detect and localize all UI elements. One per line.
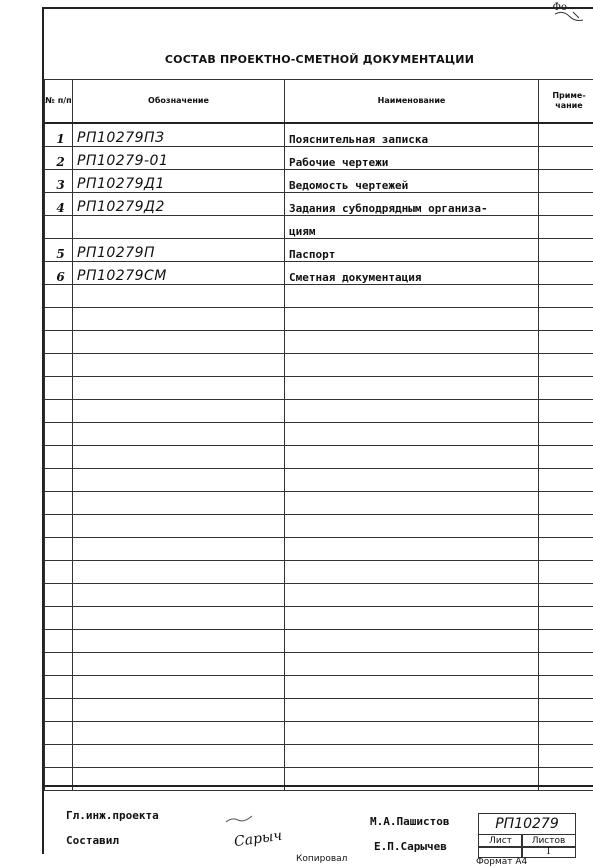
empty-table-row xyxy=(45,515,593,538)
empty-table-row xyxy=(45,561,593,584)
row-name xyxy=(285,699,539,722)
row-designation: РП10279СМ xyxy=(73,262,285,285)
format-label: Формат А4 xyxy=(476,857,528,867)
compiled-name: Е.П.Сарычев xyxy=(374,840,447,853)
row-designation xyxy=(73,400,285,423)
row-number: 1 xyxy=(45,123,73,147)
empty-table-row xyxy=(45,354,593,377)
row-designation: РП10279П xyxy=(73,239,285,262)
row-designation xyxy=(73,216,285,239)
row-number: 2 xyxy=(45,147,73,170)
sheet-label: Лист xyxy=(478,834,523,848)
sheets-label: Листов xyxy=(521,834,576,848)
row-number: 4 xyxy=(45,193,73,216)
empty-table-row xyxy=(45,469,593,492)
row-note xyxy=(539,446,593,469)
row-note xyxy=(539,699,593,722)
table-row xyxy=(45,216,593,239)
row-number xyxy=(45,699,73,722)
empty-table-row xyxy=(45,538,593,561)
chief-engineer-label: Гл.инж.проекта xyxy=(66,809,159,822)
row-designation xyxy=(73,630,285,653)
row-number xyxy=(45,377,73,400)
row-name xyxy=(285,469,539,492)
row-name xyxy=(285,400,539,423)
header-name: Наименование xyxy=(285,80,539,124)
row-designation xyxy=(73,538,285,561)
row-name xyxy=(285,331,539,354)
row-note xyxy=(539,193,593,216)
row-name: Ведомость чертежей xyxy=(285,170,539,193)
row-name xyxy=(285,423,539,446)
row-name xyxy=(285,745,539,768)
row-note xyxy=(539,630,593,653)
documents-table xyxy=(44,79,593,791)
empty-table-row xyxy=(45,285,593,308)
empty-table-row xyxy=(45,331,593,354)
table-header-row xyxy=(45,80,593,124)
row-number xyxy=(45,515,73,538)
row-number xyxy=(45,216,73,239)
row-note xyxy=(539,745,593,768)
empty-table-row xyxy=(45,722,593,745)
empty-table-row xyxy=(45,676,593,699)
empty-table-row xyxy=(45,745,593,768)
row-designation xyxy=(73,607,285,630)
row-name xyxy=(285,515,539,538)
table-row xyxy=(45,262,593,285)
document-sheet xyxy=(42,7,593,857)
row-note xyxy=(539,423,593,446)
row-name: Рабочие чертежи xyxy=(285,147,539,170)
empty-table-row xyxy=(45,308,593,331)
row-designation xyxy=(73,423,285,446)
row-note xyxy=(539,607,593,630)
row-designation xyxy=(73,354,285,377)
sheets-value: I xyxy=(521,846,576,858)
row-note xyxy=(539,400,593,423)
row-number xyxy=(45,354,73,377)
row-number xyxy=(45,722,73,745)
empty-table-row xyxy=(45,400,593,423)
row-note xyxy=(539,308,593,331)
row-designation xyxy=(73,492,285,515)
row-note xyxy=(539,538,593,561)
empty-table-row xyxy=(45,699,593,722)
corner-label: Фо xyxy=(552,2,567,13)
row-number xyxy=(45,538,73,561)
row-designation xyxy=(73,285,285,308)
row-designation xyxy=(73,561,285,584)
row-name xyxy=(285,354,539,377)
row-number xyxy=(45,630,73,653)
row-note xyxy=(539,216,593,239)
chief-engineer-name: М.А.Пашистов xyxy=(370,815,450,828)
row-number: 6 xyxy=(45,262,73,285)
empty-table-row xyxy=(45,584,593,607)
empty-table-row xyxy=(45,653,593,676)
row-name: Задания субподрядным организа- xyxy=(285,193,539,216)
row-note xyxy=(539,354,593,377)
row-name: Сметная документация xyxy=(285,262,539,285)
row-designation xyxy=(73,653,285,676)
row-designation: РП10279Д1 xyxy=(73,170,285,193)
row-name xyxy=(285,630,539,653)
row-designation xyxy=(73,469,285,492)
row-number xyxy=(45,331,73,354)
row-designation xyxy=(73,676,285,699)
row-designation xyxy=(73,745,285,768)
header-num: № п/п xyxy=(45,80,73,124)
row-note xyxy=(539,239,593,262)
row-designation xyxy=(73,377,285,400)
row-name xyxy=(285,722,539,745)
row-name xyxy=(285,676,539,699)
empty-table-row xyxy=(45,377,593,400)
table-row xyxy=(45,239,593,262)
document-title: СОСТАВ ПРОЕКТНО-СМЕТНОЙ ДОКУМЕНТАЦИИ xyxy=(164,53,475,66)
row-number xyxy=(45,308,73,331)
row-note xyxy=(539,561,593,584)
table-row xyxy=(45,123,593,147)
table-row xyxy=(45,147,593,170)
row-designation xyxy=(73,515,285,538)
row-name xyxy=(285,607,539,630)
row-note xyxy=(539,170,593,193)
table-row xyxy=(45,170,593,193)
compiler-signature: Сарыч xyxy=(233,827,284,851)
row-number xyxy=(45,584,73,607)
row-name xyxy=(285,492,539,515)
empty-table-row xyxy=(45,492,593,515)
row-designation xyxy=(73,584,285,607)
row-note xyxy=(539,653,593,676)
row-designation: РП10279ПЗ xyxy=(73,123,285,147)
row-number xyxy=(45,446,73,469)
row-name xyxy=(285,538,539,561)
row-designation xyxy=(73,331,285,354)
row-name xyxy=(285,446,539,469)
row-designation xyxy=(73,308,285,331)
row-number: 3 xyxy=(45,170,73,193)
empty-table-row xyxy=(45,630,593,653)
row-note xyxy=(539,123,593,147)
row-designation xyxy=(73,722,285,745)
header-designation: Обозначение xyxy=(73,80,285,124)
row-note xyxy=(539,331,593,354)
title-block xyxy=(44,785,593,856)
row-designation: РП10279Д2 xyxy=(73,193,285,216)
row-number xyxy=(45,400,73,423)
row-number xyxy=(45,561,73,584)
row-number xyxy=(45,492,73,515)
row-name xyxy=(285,561,539,584)
row-name xyxy=(285,308,539,331)
row-number xyxy=(45,423,73,446)
row-note xyxy=(539,377,593,400)
copied-label: Копировал xyxy=(296,854,348,864)
row-number xyxy=(45,469,73,492)
empty-table-row xyxy=(45,607,593,630)
row-note xyxy=(539,676,593,699)
compiled-label: Составил xyxy=(66,834,119,847)
row-name xyxy=(285,377,539,400)
row-note xyxy=(539,584,593,607)
row-number xyxy=(45,745,73,768)
row-designation xyxy=(73,699,285,722)
empty-table-row xyxy=(45,446,593,469)
row-note xyxy=(539,262,593,285)
row-note xyxy=(539,492,593,515)
row-note xyxy=(539,147,593,170)
row-designation: РП10279-01 xyxy=(73,147,285,170)
row-name xyxy=(285,653,539,676)
row-name: циям xyxy=(285,216,539,239)
chief-engineer-signature-mark xyxy=(224,813,254,825)
row-note xyxy=(539,469,593,492)
table-body xyxy=(45,123,593,791)
document-code: РП10279 xyxy=(478,813,576,835)
row-number xyxy=(45,676,73,699)
row-note xyxy=(539,722,593,745)
row-number: 5 xyxy=(45,239,73,262)
row-note xyxy=(539,515,593,538)
row-name: Паспорт xyxy=(285,239,539,262)
row-number xyxy=(45,653,73,676)
table-row xyxy=(45,193,593,216)
row-name xyxy=(285,584,539,607)
row-number xyxy=(45,607,73,630)
row-note xyxy=(539,285,593,308)
row-name: Пояснительная записка xyxy=(285,123,539,147)
row-name xyxy=(285,285,539,308)
row-number xyxy=(45,285,73,308)
empty-table-row xyxy=(45,423,593,446)
header-note: Приме-чание xyxy=(539,80,593,124)
row-designation xyxy=(73,446,285,469)
